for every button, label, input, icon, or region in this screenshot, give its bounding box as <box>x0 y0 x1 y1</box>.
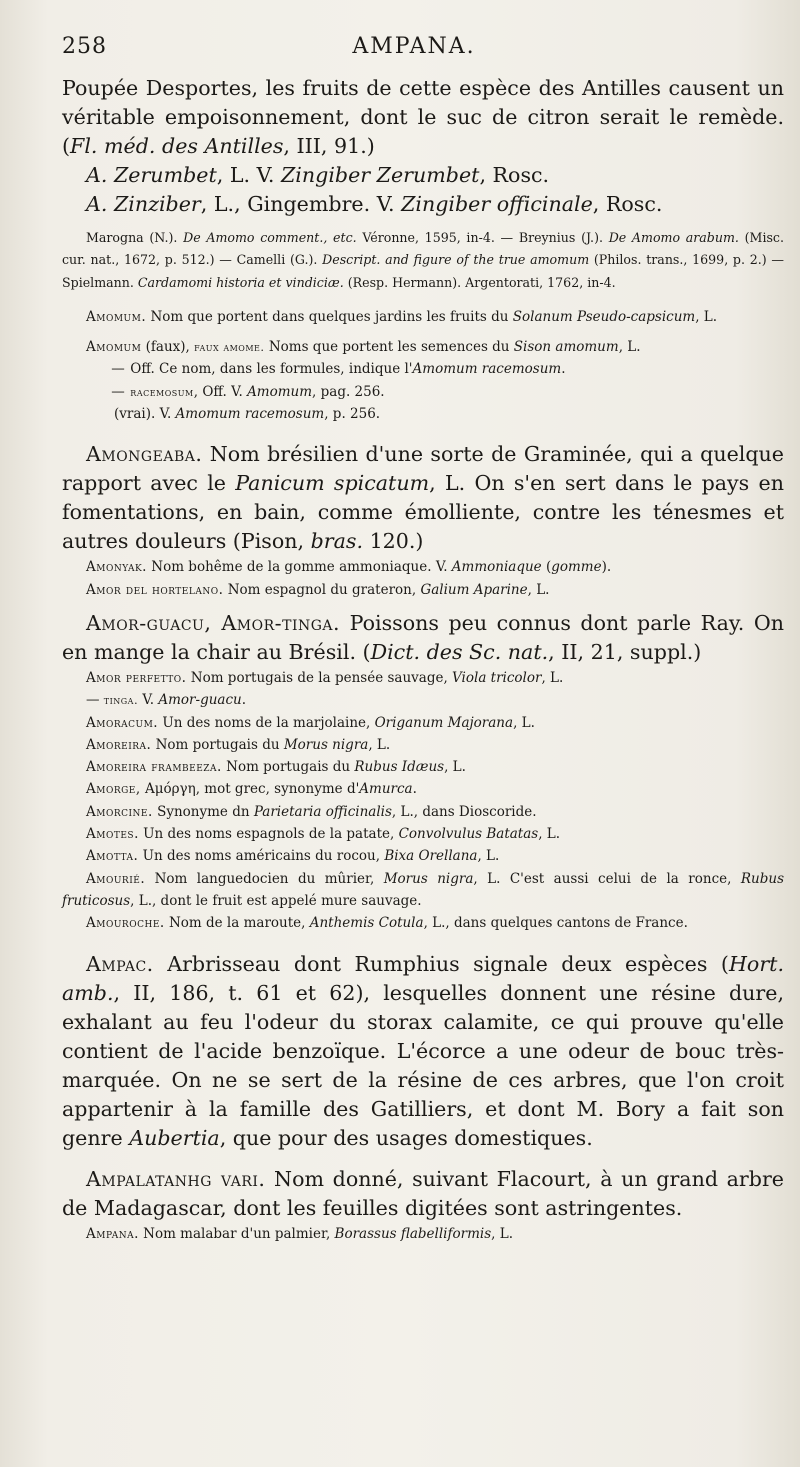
entry-amotta <box>62 845 784 867</box>
text-run: , que pour des usages domestiques. <box>219 1125 593 1150</box>
italic-term: Morus nigra <box>383 870 474 887</box>
text-run: , III, 91.) <box>283 134 375 158</box>
entry-amor-guacu <box>62 609 784 667</box>
text-run: Nom malabar d'un palmier, <box>138 1225 335 1242</box>
text-run: Nom de la maroute, <box>164 915 310 932</box>
italic-term: Rubus Idæus <box>354 759 445 776</box>
text-run: (Philos. trans., 1699, p. 2.) — Spielmann. <box>62 252 785 290</box>
entry-amomum-faux <box>62 336 784 358</box>
italic-term: Ammoniaque <box>451 559 542 576</box>
entry-amoracum <box>62 712 784 734</box>
italic-term: Sison amomum <box>513 339 619 356</box>
headword: Amoreira frambeeza. <box>86 759 222 776</box>
italic-term: gomme <box>551 559 602 576</box>
text-run: , L. On s'en sert dans le pays en fomentations, en bain, comme émolliente, contre les ténesmes et autres douleurs (Pison, <box>62 471 784 554</box>
text-run: , Rosc. <box>592 192 663 216</box>
text-run: , L. <box>491 1225 513 1242</box>
text-run: Nom que portent dans quelques jardins les fruits du <box>146 308 513 325</box>
running-title: AMPANA. <box>352 34 476 59</box>
headword: Amourié. <box>86 870 146 887</box>
italic-term: Amomum <box>247 383 313 400</box>
text-run: , II, 21, suppl.) <box>548 639 702 664</box>
italic-term: Solanum Pseudo-capsicum <box>512 308 696 325</box>
text-run: Nom languedocien du mûrier, <box>145 870 384 887</box>
headword: Ampana. <box>86 1225 139 1242</box>
text-run: . <box>241 692 247 709</box>
entry-amotes <box>62 823 784 845</box>
italic-term: De Amomo comment., etc. <box>183 230 357 245</box>
ditto-dash: — <box>111 383 125 400</box>
text-run: , L., dans quelques cantons de France. <box>423 915 688 932</box>
italic-term: De Amomo arabum. <box>608 230 739 245</box>
italic-term: Origanum Majorana <box>374 714 514 731</box>
headword: Amorcine. <box>86 803 153 820</box>
text-run: Arbrisseau dont Rumphius signale deux espèces ( <box>153 951 729 976</box>
italic-term: Anthemis Cotula <box>309 915 424 932</box>
dictionary-text <box>62 74 784 1245</box>
italic-term: Amomum racemosum <box>412 361 562 378</box>
italic-term: Hort. amb. <box>62 951 784 1005</box>
bibliography-note <box>62 227 784 294</box>
text-run: Off. Ce nom, dans les formules, indique l' <box>126 361 413 378</box>
text-run: Poissons peu connus dont parle Ray. On en mange la chair au Brésil. ( <box>62 610 784 664</box>
text-run: , L., dans Dioscoride. <box>391 803 537 820</box>
text-run: , L. <box>618 339 641 356</box>
text-run: 120.) <box>363 529 424 554</box>
entry-amongeaba <box>62 440 784 556</box>
entry-amouroche <box>62 912 784 934</box>
text-run: Un des noms américains du rocou, <box>138 848 385 865</box>
text-run: , L. <box>444 759 466 776</box>
entry-ampalatanhg-vari <box>62 1165 784 1223</box>
text-run: Véronne, 1595, in-4. — Breynius (J.). <box>356 230 609 245</box>
italic-term: Zingiber Zerumbet <box>280 163 480 187</box>
text-run: (faux), <box>141 339 195 356</box>
text-run: Nom bohême de la gomme ammoniaque. V. <box>146 559 452 576</box>
entry-amomum-zerumbet <box>62 161 784 190</box>
text-run: , p. 256. <box>324 406 381 423</box>
text-run: , L., dont le fruit est appelé mure sauvage. <box>130 892 422 909</box>
sub-headword: tinga. <box>103 693 139 708</box>
text-run: V. <box>138 692 159 709</box>
italic-term: Rubus fruticosus <box>62 870 784 909</box>
entry-amor-del-hortelano <box>62 579 784 601</box>
text-run: , L. <box>513 714 535 731</box>
text-run: , L. <box>527 581 550 598</box>
italic-term: Fl. méd. des Antilles <box>70 134 284 158</box>
text-run: Nom brésilien d'une sorte de Graminée, qui a quelque rapport avec le <box>62 442 784 496</box>
italic-term: Descript. and figure of the true amomum <box>322 252 590 268</box>
italic-term: Morus nigra <box>283 736 369 753</box>
entry-amourie <box>62 868 784 913</box>
headword: Amouroche. <box>86 915 165 932</box>
text-run: (vrai). V. <box>114 406 176 423</box>
entry-amonyak <box>62 556 784 578</box>
text-run: , Off. V. <box>193 383 248 400</box>
italic-term: Bixa Orellana <box>384 848 478 865</box>
text-run: , II, 186, t. 61 et 62), lesquelles donnent une résine dure, exhalant au feu l'odeur du storax calamite, ce qui prouve qu'elle contient de l'acide benzoïque. L'écorce a une odeur de bouc très-marquée. On ne se sert de la résine de ces arbres, que l'on croit appartenir à la famille des Gatilliers, et dont M. Bory a fait son genre <box>62 980 784 1150</box>
italic-term: Parietaria officinalis <box>253 803 392 820</box>
text-run: , L. <box>541 669 564 686</box>
text-run: Un des noms de la marjolaine, <box>158 714 375 731</box>
entry-ampac <box>62 950 784 1153</box>
headword: Ampac. <box>86 951 154 976</box>
text-run: (Misc. cur. nat., 1672, p. 512.) — Camelli (G.). <box>62 230 784 268</box>
text-run: , L., Gingembre. V. <box>200 192 402 216</box>
text-run: Poupée Desportes, les fruits de cette espèce des Antilles causent un véritable empoisonnement, dont le suc de citron serait le remède. ( <box>62 76 784 158</box>
entry-amorcine <box>62 801 784 823</box>
text-run: Nom portugais du <box>221 759 355 776</box>
italic-term: bras. <box>310 529 364 554</box>
text-run: , L. <box>368 736 391 753</box>
headword: Amotes. <box>86 826 139 843</box>
text-run: ). <box>601 559 612 576</box>
text-run: , L. <box>538 826 561 843</box>
headword: Amoreira. <box>86 736 152 753</box>
headword: Amor-guacu, Amor-tinga. <box>86 610 341 635</box>
text-run: Synonyme dn <box>152 803 254 820</box>
text-run: , Rosc. <box>479 163 550 187</box>
headword: Amor del hortelano. <box>86 581 224 598</box>
text-run: . <box>412 781 417 798</box>
text-run: (Resp. Hermann). Argentorati, 1762, in-4. <box>343 274 616 290</box>
headword: Amor perfetto. <box>86 669 187 686</box>
entry-amomum <box>62 306 784 328</box>
headword: Amoracum. <box>86 714 159 731</box>
headword: Amomum. <box>86 308 147 325</box>
italic-term: A. Zerumbet <box>86 163 217 187</box>
italic-term: Viola tricolor <box>452 669 542 686</box>
page-header <box>62 34 766 64</box>
headword: Ampalatanhg vari. <box>86 1166 266 1191</box>
text-run: Noms que portent les semences du <box>264 339 514 356</box>
entry-ampana <box>62 1223 784 1245</box>
text-run: Un des noms espagnols de la patate, <box>138 826 399 843</box>
headword: Amongeaba. <box>86 442 203 467</box>
headword: Amonyak. <box>86 559 147 576</box>
italic-term: Amurca <box>359 781 413 798</box>
entry-amoreira-frambeeza <box>62 756 784 778</box>
headword: Amorge, <box>86 781 141 798</box>
headword: Amotta. <box>86 848 139 865</box>
italic-term: Convolvulus Batatas <box>398 826 539 843</box>
sub-headword: racemosum <box>130 384 194 399</box>
text-run: ( <box>541 559 552 576</box>
text-run: , L. C'est aussi celui de la ronce, <box>473 870 741 887</box>
text-run: Nom donné, suivant Flacourt, à un grand arbre de Madagascar, dont les feuilles digitées sont astringentes. <box>62 1166 784 1220</box>
italic-term: Amomum racemosum <box>175 406 325 423</box>
text-run: Marogna (N.). <box>86 230 184 245</box>
text-run: , L. V. <box>216 163 281 187</box>
italic-term: Cardamomi historia et vindiciæ. <box>137 274 344 290</box>
italic-term: Galium Aparine <box>420 581 528 598</box>
text-run: Αμόργη, mot grec, synonyme d' <box>140 781 360 798</box>
text-run: , L. <box>695 308 718 325</box>
italic-term: Zingiber officinale <box>401 192 593 216</box>
page-number: 258 <box>62 34 107 59</box>
entry-amor-tinga <box>62 689 784 711</box>
sub-headword: faux amome. <box>194 340 265 355</box>
entry-amomum-racemosum <box>62 381 784 403</box>
entry-amomum-off <box>62 358 784 380</box>
entry-amorge <box>62 778 784 800</box>
entry-continuation <box>62 74 784 161</box>
italic-term: Amor-guacu <box>158 692 242 709</box>
italic-term: Aubertia <box>129 1125 220 1150</box>
text-run: . <box>561 361 566 378</box>
text-run: Nom portugais de la pensée sauvage, <box>186 669 453 686</box>
entry-amomum-zinziber <box>62 190 784 219</box>
entry-amoreira <box>62 734 784 756</box>
italic-term: Dict. des Sc. nat. <box>370 639 549 664</box>
italic-term: Borassus flabelliformis <box>334 1225 492 1242</box>
italic-term: Panicum spicatum <box>235 471 430 496</box>
text-run: — <box>86 692 104 709</box>
italic-term: A. Zinziber <box>86 192 201 216</box>
text-run: , L. <box>477 848 500 865</box>
text-run: , pag. 256. <box>312 383 385 400</box>
headword: Amomum <box>86 339 142 356</box>
entry-amomum-vrai <box>62 403 784 425</box>
ditto-dash: — <box>111 361 125 378</box>
entry-amor-perfetto <box>62 667 784 689</box>
text-run: Nom portugais du <box>151 736 284 753</box>
text-run: Nom espagnol du grateron, <box>223 581 421 598</box>
